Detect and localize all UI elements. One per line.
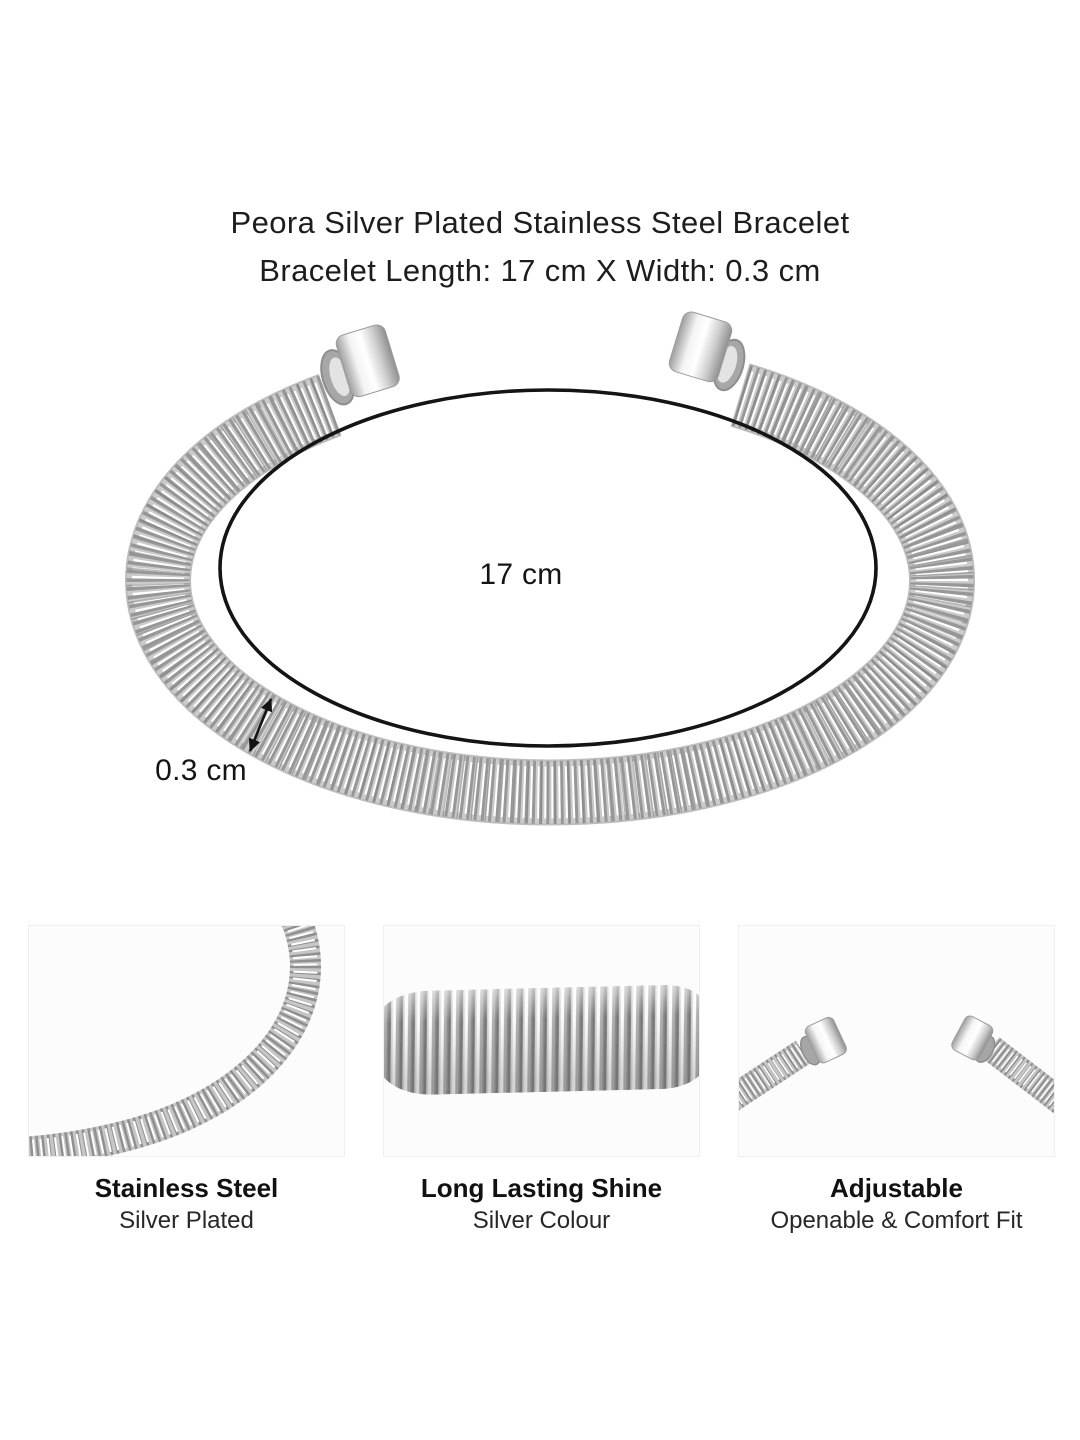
length-label: 17 cm [479,558,563,591]
feature-photo-curve [28,925,345,1157]
bracelet-curve-closeup [29,926,345,1157]
right-end-cap [666,310,754,394]
width-label: 0.3 cm [155,754,247,787]
feature-subtitle: Silver Colour [472,1207,611,1234]
product-dimensions: Bracelet Length: 17 cm X Width: 0.3 cm [259,253,821,288]
open-ends-closeup [739,926,1055,1157]
feature-stainless-steel [28,925,345,1236]
product-title: Peora Silver Plated Stainless Steel Bracelet [230,205,850,240]
right-open-end [950,1014,1055,1108]
feature-title: Stainless Steel [94,1173,279,1203]
feature-photo-macro-coil [383,925,700,1157]
feature-long-lasting-shine [383,925,700,1236]
feature-title: Long Lasting Shine [420,1173,663,1203]
feature-photo-open-ends [738,925,1055,1157]
coil-texture-closeup [383,984,700,1096]
feature-adjustable [738,925,1055,1236]
feature-subtitle: Openable & Comfort Fit [770,1207,1023,1234]
feature-subtitle: Silver Plated [119,1207,254,1234]
left-open-end [739,1015,848,1102]
feature-title: Adjustable [830,1173,963,1203]
bracelet-band [158,395,942,792]
